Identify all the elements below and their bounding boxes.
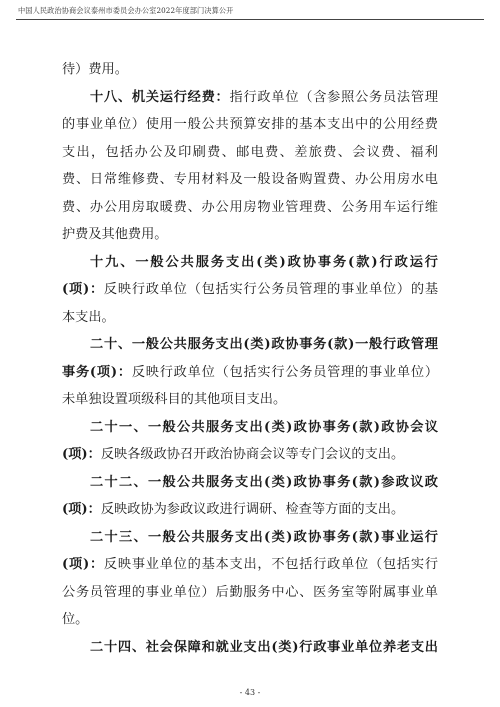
text-line — [62, 359, 438, 387]
text-line — [62, 84, 438, 112]
text-segment: 的事业单位）使用一般公共预算安排的基本支出中的公用经费 — [62, 117, 438, 132]
term-heading: 二十三、一般公共服务支出(类)政协事务(款)事业运行 — [90, 529, 438, 545]
text-line — [62, 304, 438, 332]
text-segment: 反映政协为参政议政进行调研、检查等方面的支出。 — [100, 502, 405, 517]
text-line — [62, 331, 438, 359]
text-segment: 费、办公用房取暖费、办公用房物业管理费、公务用车运行维 — [62, 199, 438, 215]
text-line — [62, 634, 438, 662]
text-segment: 护费及其他费用。 — [62, 227, 168, 242]
text-line — [62, 194, 438, 222]
page-number: - 43 - — [239, 688, 261, 697]
text-line — [62, 606, 438, 634]
text-segment: 指行政单位（含参照公务员法管理 — [229, 89, 438, 105]
term-heading: 二十二、一般公共服务支出(类)政协事务(款)参政议政 — [90, 474, 438, 490]
term-heading: (项)： — [62, 557, 104, 572]
text-line — [62, 166, 438, 194]
text-line — [62, 276, 438, 304]
text-line — [62, 469, 438, 497]
text-line — [62, 139, 438, 167]
text-line — [62, 111, 438, 139]
text-segment: 反映行政单位（包括实行公务员管理的事业单位）的基 — [103, 282, 438, 297]
term-heading: 十八、机关运行经费： — [90, 89, 230, 105]
text-segment: 位。 — [62, 612, 89, 627]
text-line — [62, 386, 438, 414]
text-line — [62, 414, 438, 442]
text-segment: 费、日常维修费、专用材料及一般设备购置费、办公用房水电 — [62, 172, 438, 187]
term-heading: 事务(项)： — [62, 364, 132, 380]
term-heading: (项)： — [62, 447, 101, 462]
text-segment: 本支出。 — [62, 309, 115, 325]
text-segment: 反映行政单位（包括实行公务员管理的事业单位） — [131, 364, 438, 380]
text-line — [62, 496, 438, 524]
header-divider — [16, 19, 484, 20]
term-heading: 二十四、社会保障和就业支出(类)行政事业单位养老支出 — [90, 639, 438, 655]
text-line — [62, 249, 438, 277]
text-segment: 反映事业单位的基本支出，不包括行政单位（包括实行 — [103, 557, 438, 572]
term-heading: (项)： — [62, 282, 104, 297]
text-segment: 待）费用。 — [62, 62, 128, 77]
text-line — [62, 551, 438, 579]
document-body — [62, 56, 438, 661]
text-line — [62, 441, 438, 469]
text-line — [62, 579, 438, 607]
text-segment: 公务员管理的事业单位）后勤服务中心、医务室等附属事业单 — [62, 584, 438, 600]
text-segment: 未单独设置项级科目的其他项目支出。 — [62, 392, 287, 407]
text-segment: 支出，包括办公及印刷费、邮电费、差旅费、会议费、福利 — [62, 144, 438, 160]
page-header: 中国人民政治协商会议泰州市委员会办公室2022年度部门决算公开 — [18, 6, 234, 15]
term-heading: 二十一、一般公共服务支出(类)政协事务(款)政协会议 — [90, 419, 438, 435]
text-line — [62, 56, 438, 84]
text-segment: 反映各级政协召开政治协商会议等专门会议的支出。 — [100, 447, 405, 462]
term-heading: (项)： — [62, 502, 101, 517]
text-line — [62, 221, 438, 249]
term-heading: 十九、一般公共服务支出(类)政协事务(款)行政运行 — [90, 254, 438, 270]
term-heading: 二十、一般公共服务支出(类)政协事务(款)一般行政管理 — [90, 337, 438, 352]
text-line — [62, 524, 438, 552]
